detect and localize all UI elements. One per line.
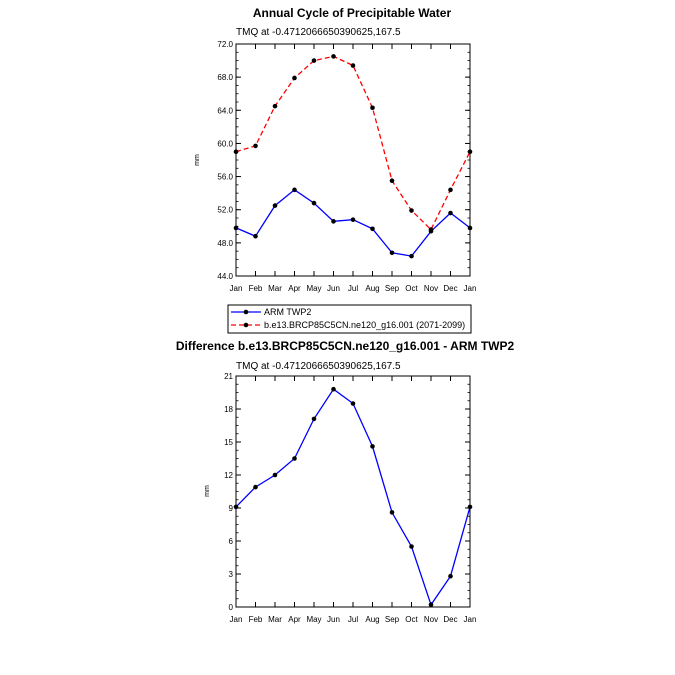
legend-label-model: b.e13.BRCP85C5CN.ne120_g16.001 (2071-2099) <box>264 320 466 330</box>
chart1-xtick-label: Mar <box>268 284 282 293</box>
chart1-xtick-label: Aug <box>365 284 380 293</box>
chart2-xtick-label: Jul <box>347 615 359 624</box>
chart2-series-0-point <box>370 444 375 449</box>
chart2-subtitle: TMQ at -0.4712066650390625,167.5 <box>236 361 401 372</box>
chart2-xtick-label: Nov <box>423 615 439 624</box>
chart2-series-0-point <box>448 574 453 579</box>
chart1-series-1-point <box>351 63 356 68</box>
chart1-xtick-label: Nov <box>423 284 439 293</box>
chart1-series-1-point <box>292 76 297 81</box>
chart2-ytick-label: 18 <box>224 405 233 414</box>
chart2-xtick-label: Aug <box>365 615 380 624</box>
chart1-series-1-point <box>273 104 278 109</box>
chart1-series-0-point <box>370 226 375 231</box>
chart1-xtick-label: Jun <box>327 284 340 293</box>
chart1-ytick-label: 60.0 <box>217 139 233 149</box>
chart1-xtick-label: May <box>306 284 322 293</box>
chart2-series-0-point <box>253 485 258 490</box>
chart1-series-0-point <box>253 234 258 239</box>
chart2-ytick-label: 3 <box>228 570 233 579</box>
chart1-series-0-point <box>292 188 297 193</box>
chart2-frame <box>236 376 470 607</box>
chart1-ytick-label: 44.0 <box>217 272 233 281</box>
chart1-series-0-point <box>409 254 414 259</box>
chart2-series-0-point <box>390 510 395 515</box>
legend-label-arm: ARM TWP2 <box>264 307 312 317</box>
chart1-series-1-point <box>429 227 434 232</box>
chart2-series-0-point <box>292 456 297 461</box>
chart2-series-0-point <box>468 505 473 510</box>
chart2-series-0-point <box>351 401 356 406</box>
chart2-xtick-label: Apr <box>288 615 301 624</box>
chart1-ytick-label: 48.0 <box>217 238 233 248</box>
chart2-series-0-point <box>234 505 239 510</box>
chart1-series-1-point <box>468 149 473 154</box>
chart2-xtick-label: Feb <box>248 615 263 624</box>
chart2-xtick-label: Jan <box>229 615 243 624</box>
chart1-xtick-label: Apr <box>288 284 301 293</box>
chart1-plot-area <box>217 40 476 293</box>
chart1-series-0-point <box>351 217 356 222</box>
chart1-ytick-label: 68.0 <box>217 73 233 83</box>
chart1-xtick-label: Jan <box>463 284 477 293</box>
chart1-ytick-label: 56.0 <box>217 172 233 182</box>
legend-marker-model <box>244 323 249 328</box>
chart2-ytick-label: 15 <box>224 438 233 447</box>
chart1-series-0-line <box>236 190 470 256</box>
chart1-xtick-label: Jan <box>229 284 243 293</box>
chart2-series-0-point <box>312 417 317 422</box>
chart1-series-0-point <box>468 226 473 231</box>
chart1-xtick-label: Sep <box>384 284 400 293</box>
chart2-series-0-point <box>273 473 278 478</box>
chart1-series-0-point <box>448 211 453 216</box>
chart2-ytick-label: 21 <box>224 372 233 381</box>
chart1-series-1-point <box>312 58 317 63</box>
chart1-series-1-point <box>390 178 395 183</box>
chart1-xtick-label: Dec <box>443 284 458 293</box>
legend-marker-arm <box>244 310 249 315</box>
chart2-xtick-label: Jun <box>327 615 340 624</box>
chart1-subtitle: TMQ at -0.4712066650390625,167.5 <box>236 27 401 38</box>
chart1-series-1-point <box>253 144 258 149</box>
chart2-ytick-label: 0 <box>228 603 233 612</box>
chart1-series-1-point <box>448 188 453 193</box>
chart1-xtick-label: Oct <box>405 284 418 293</box>
chart1-series-1-point <box>409 208 414 213</box>
chart2-series-0-point <box>429 603 434 608</box>
chart2-xtick-label: Mar <box>268 615 282 624</box>
chart2-ytick-label: 9 <box>228 504 233 513</box>
chart1-series-0-point <box>331 219 336 224</box>
chart2-ytick-label: 6 <box>228 537 233 546</box>
chart2-xtick-label: Jan <box>463 615 477 624</box>
chart1-ytick-label: 52.0 <box>217 205 233 215</box>
chart1-series-1-point <box>234 149 239 154</box>
chart2-xtick-label: Dec <box>443 615 458 624</box>
chart2-series-0-point <box>409 544 414 549</box>
chart1-ytick-label: 64.0 <box>217 106 233 116</box>
chart1-xtick-label: Jul <box>347 284 359 293</box>
chart1-frame <box>236 44 470 276</box>
chart1-series-0-point <box>273 203 278 208</box>
chart2-plot-area <box>224 372 476 624</box>
chart2-xtick-label: Oct <box>405 615 418 624</box>
chart1-legend <box>228 305 471 333</box>
chart1-series-1-point <box>370 106 375 111</box>
chart1-series-1-point <box>331 54 336 59</box>
chart1-series-0-point <box>312 201 317 206</box>
chart1-ytick-label: 72.0 <box>217 40 233 49</box>
chart2-series-0-point <box>331 387 336 392</box>
chart1-ylabel: mm <box>194 154 201 166</box>
chart2-title: Difference b.e13.BRCP85C5CN.ne120_g16.001 - ARM TWP2 <box>175 339 515 353</box>
chart1-series-0-point <box>234 226 239 231</box>
chart1-series-1-line <box>236 56 470 229</box>
chart2-series-0-line <box>236 389 470 605</box>
chart2-ylabel: mm <box>204 485 211 497</box>
chart1-title: Annual Cycle of Precipitable Water <box>252 6 452 20</box>
chart1-xtick-label: Feb <box>248 284 263 293</box>
chart2-xtick-label: May <box>306 615 322 624</box>
chart1-series-0-point <box>390 251 395 256</box>
chart2-xtick-label: Sep <box>384 615 400 624</box>
chart2-ytick-label: 12 <box>224 471 233 480</box>
